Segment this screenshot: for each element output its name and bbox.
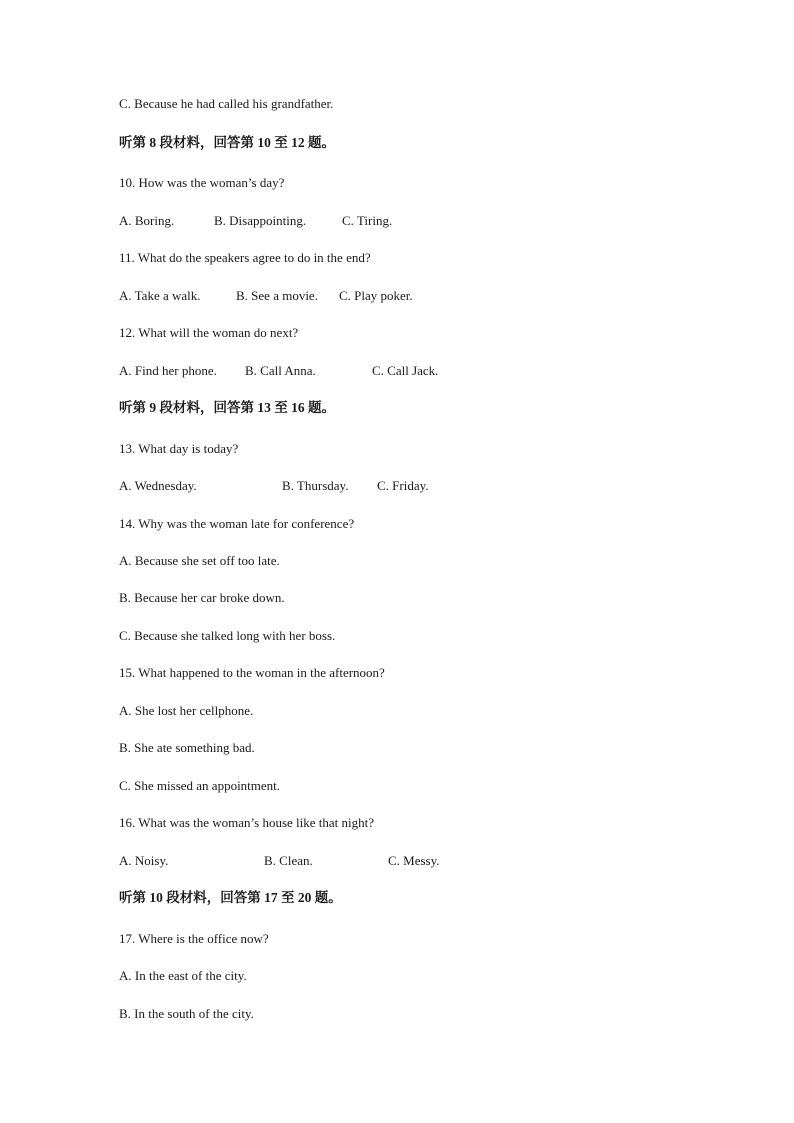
question-12: 12. What will the woman do next?: [119, 325, 299, 340]
q14-option-c: C. Because she talked long with her boss.: [119, 628, 336, 643]
q14-option-b: B. Because her car broke down.: [119, 590, 285, 605]
q13-option-a: A. Wednesday.: [119, 478, 197, 493]
question-10: 10. How was the woman’s day?: [119, 175, 285, 190]
q17-option-a: A. In the east of the city.: [119, 968, 247, 983]
q11-option-b: B. See a movie.: [236, 288, 318, 303]
q10-option-a: A. Boring.: [119, 213, 175, 228]
q12-option-a: A. Find her phone.: [119, 363, 217, 378]
q15-option-a: A. She lost her cellphone.: [119, 703, 254, 718]
section-9-heading: 听第 9 段材料，回答第 13 至 16 题。: [119, 400, 335, 415]
question-13: 13. What day is today?: [119, 441, 239, 456]
question-16: 16. What was the woman’s house like that night?: [119, 815, 375, 830]
q11-option-c: C. Play poker.: [339, 288, 413, 303]
q15-option-b: B. She ate something bad.: [119, 740, 255, 755]
q10-option-b: B. Disappointing.: [214, 213, 307, 228]
q14-option-a: A. Because she set off too late.: [119, 553, 280, 568]
q16-option-b: B. Clean.: [264, 853, 313, 868]
q11-option-a: A. Take a walk.: [119, 288, 201, 303]
q16-option-a: A. Noisy.: [119, 853, 169, 868]
q15-option-c: C. She missed an appointment.: [119, 778, 281, 793]
q12-option-c: C. Call Jack.: [372, 363, 439, 378]
q10-option-c: C. Tiring.: [342, 213, 393, 228]
q13-option-c: C. Friday.: [377, 478, 429, 493]
section-10-heading: 听第 10 段材料，回答第 17 至 20 题。: [119, 890, 342, 905]
q17-option-b: B. In the south of the city.: [119, 1006, 254, 1021]
q16-option-c: C. Messy.: [388, 853, 440, 868]
q13-option-b: B. Thursday.: [282, 478, 349, 493]
section-8-heading: 听第 8 段材料，回答第 10 至 12 题。: [119, 135, 335, 150]
question-11: 11. What do the speakers agree to do in the end?: [119, 250, 371, 265]
q12-option-b: B. Call Anna.: [245, 363, 316, 378]
q9-option-c: C. Because he had called his grandfather.: [119, 96, 334, 111]
question-15: 15. What happened to the woman in the afternoon?: [119, 665, 385, 680]
question-17: 17. Where is the office now?: [119, 931, 269, 946]
question-14: 14. Why was the woman late for conference?: [119, 516, 355, 531]
